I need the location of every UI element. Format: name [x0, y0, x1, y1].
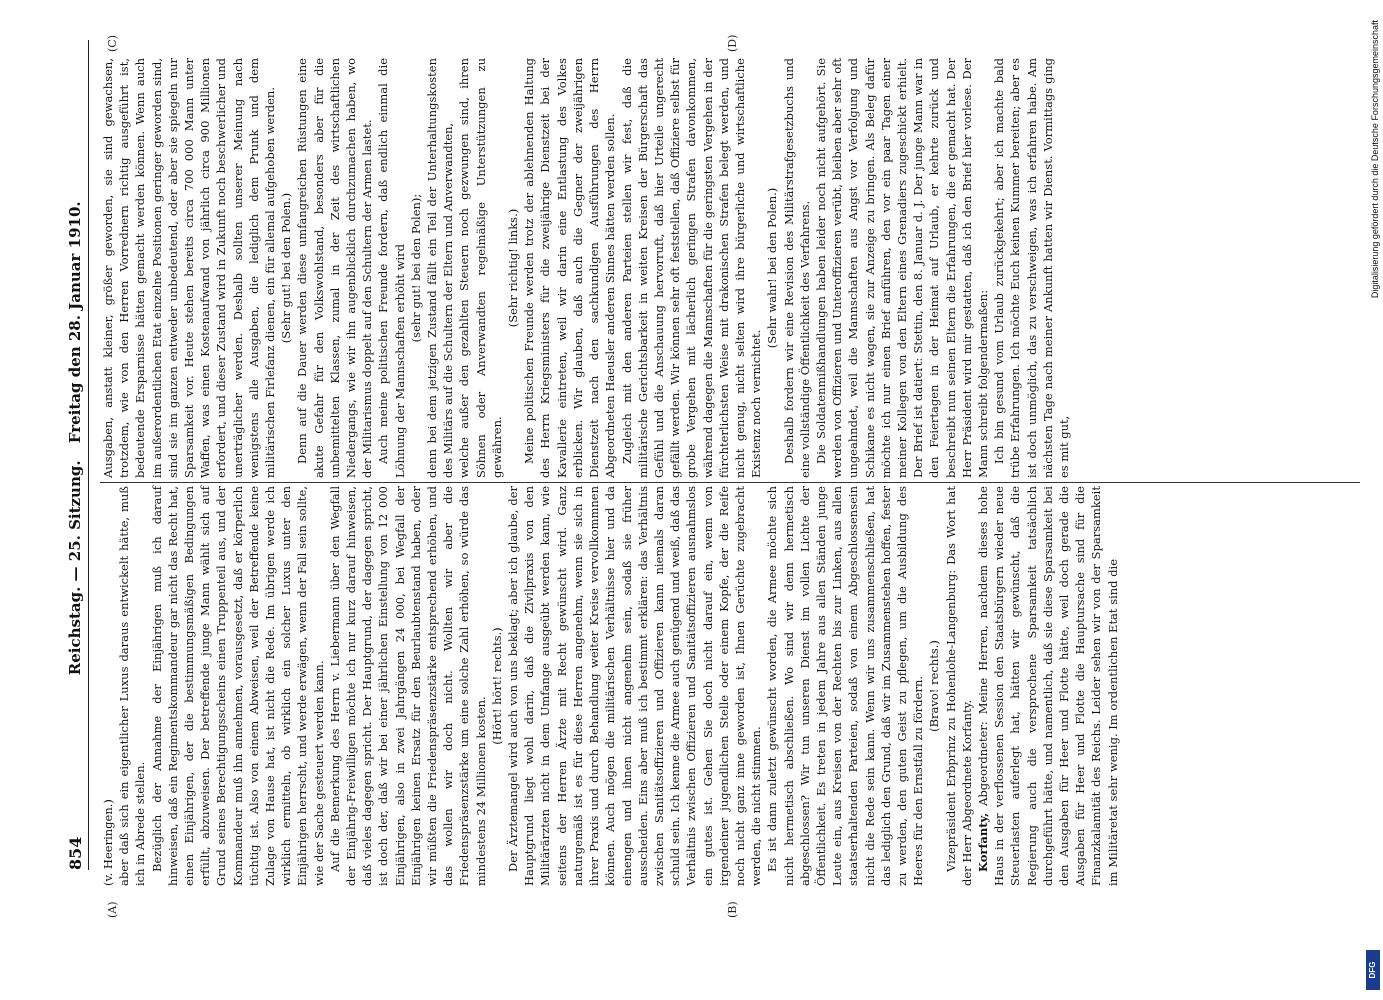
interjection: (sehr gut! bei den Polen);: [408, 193, 423, 343]
paragraph: Auch meine politischen Freunde fordern, daß endlich einmal die Löhnung der Mannschaften erhöht wird: [376, 58, 407, 478]
speech-text: Abgeordneter: Meine Herren, nachdem dieses hohe Haus in der verflossenen Session den Staatsbürgern wieder neue Steuerlasten auferlegt hat, hätten wir gewünscht, daß die Regierung auch die versprochene Sparsamkeit tatsächlich durchgeführt hätte, und namentlich, daß sie diese Sparsamkeit bei den Ausgaben für Heer und Flotte hätte, weil doch gerade die Ausgaben für Heer und Flotte die Hauptursache sind für die Finanzkalamität des Reichs. Leider sehen wir von der Sparsamkeit im Militäretat sehr wenig. Im ordentlichen Etat sind die: [975, 486, 1120, 886]
paragraph: Denn auf die Dauer werden diese umfangreichen Rüstungen eine akute Gefahr für den Volkswohlstand, besonders aber für die unbemittelten Klassen, zumal in der Zeit des wirtschaftlichen Niedergangs, wie wir ihn augenblicklich durchzumachen haben, wo der Militarismus doppelt auf den Schultern der Armen lastet.: [295, 58, 375, 478]
paragraph: Auf die Bemerkung des Herrn v. Liebermann über den Wegfall der Einjährig-Freiwilligen möchte ich nur kurz darauf hinweisen, daß vieles dagegen spricht. Der Hauptgrund, der dagegen spricht, ist doch der, daß wir bei einer jährlichen Einstellung von 12 000 Einjährigen, also in zwei Jahrgängen 24 000, bei Wegfall der Einjährigen keinen Ersatz für den Beurlaubtenstand haben, oder wir müßten die Friedenspräsenzstärke entsprechend erhöhen, und das wollen wir doch nicht. Wollten wir aber die Friedenspräsenzstärke um eine solche Zahl erhöhen, so würde das mindestens 24 Millionen kosten.: [327, 486, 488, 886]
paragraph: aber daß sich ein eigentlicher Luxus daraus entwickelt hätte, muß ich in Abrede stellen.: [117, 486, 148, 886]
paragraph: Die Soldatenmißhandlungen haben leider noch nicht aufgehört. Sie werden von Offizieren und Unteroffizieren verübt, bleiben aber sehr oft ungeahndet, weil die Mannschaften aus Angst vor Verfolgung und Schikane es nicht wagen, sie zur Anzeige zu bringen. Als Beleg dafür möchte ich nur einen Brief anführen, den vor ein paar Tagen einer meiner Kollegen von den Eltern eines Grenadiers zugeschickt erhielt. Der Brief ist datiert: Stettin, den 8. Januar d. J. Der junge Mann war in den Feiertagen in der Heimat auf Urlaub, er kehrte zurück und beschreibt nun seinen Eltern die Erfahrungen, die er gemacht hat. Der Herr Präsident wird mir gestatten, daß ich den Brief hier vorlese. Der Mann schreibt folgendermaßen:: [813, 58, 990, 478]
right-column: [100, 58, 1072, 478]
digitization-note: Digitalisierung gefördert durch die Deutsche Forschungsgemeinschaft: [1370, 20, 1380, 299]
page-header: [62, 40, 89, 870]
speaker-reference: (v. Heeringen.): [101, 799, 115, 886]
paragraph: Bezüglich der Annahme der Einjährigen muß ich darauf hinweisen, daß ein Regimentskommandeur gar nicht das Recht hat, einen Einjährigen, der die bestimmungsmäßigen Bedingungen erfüllt, abzuweisen. Der betreffende junge Mann wählt sich auf Grund seines Berechtigungsscheins einen Truppenteil aus, und der Kommandeur muß ihn annehmen, vorausgesetzt, daß er körperlich tüchtig ist. Also von einem Abweisen, weil der Betreffende keine Zulage von Hause hat, ist nicht die Rede. Im übrigen werde ich wirklich ermitteln, ob wirklich ein solcher Luxus unter den Einjährigen herrscht, und werde erwägen, wenn der Fall sein sollte, wie der Sache gesteuert werden kann.: [149, 486, 326, 886]
speaker-name: Korfanty,: [975, 812, 990, 872]
dfg-logo: DFG: [1366, 950, 1380, 990]
margin-mark-a: (A): [106, 901, 119, 918]
left-column: [100, 486, 1121, 886]
header-left-title: Reichstag. — 25. Sitzung.: [66, 460, 84, 676]
paragraph: Der Ärztemangel wird auch von uns beklagt; aber ich glaube, der Hauptgrund liegt wohl darin, daß die Zivilpraxis von den Militärärzten nicht in dem Umfange ausgeübt werden kann, wie seitens der Herren Ärzte mit Recht gewünscht wird. Ganz naturgemäß ist es für diese Herren angenehm, wenn sie sich in ihrer Praxis und durch Behandlung weiter Kreise vervollkommnen können. Auch mögen die militärischen Verhältnisse hier und da einengen und ihnen nicht angenehm sein, sodaß sie früher ausscheiden. Eins aber muß ich bestimmt erklären: das Verhältnis zwischen Sanitätsoffizieren und Offizieren kann niemals daran schuld sein. Ich kenne die Armee auch genügend und weiß, daß das Verhältnis zwischen Offizieren und Sanitätsoffizieren ausnahmslos ein gutes ist. Gehen Sie doch nicht darauf ein, wenn von irgendeiner jugendlichen Stelle oder einem Kopfe, der die Reife noch nicht ganz inne geworden ist, Ihnen Gerüchte zugebracht werden, die nicht stimmen.: [506, 486, 764, 886]
header-right-title: Freitag den 28. Januar 1910.: [66, 201, 84, 444]
margin-mark-d: (D): [726, 34, 739, 52]
paragraph: Zugleich mit den anderen Parteien stellen wir fest, daß die militärische Gerichtsbarkeit in weiten Kreisen der Bürgerschaft das Gefühl und die Anschauung hervorruft, daß hier Urteile ungerecht gefällt werden. Wir können sehr oft feststellen, daß Offiziere selbst für grobe Vergehen mit lächerlich geringen Strafen davonkommen, während dagegen die Mannschaften für die geringsten Vergehen in der fürchterlichsten Weise mit drakonischen Strafen belegt werden, und nicht genug, nicht selten wird ihre bürgerliche und wirtschaftliche Existenz noch vernichtet.: [619, 58, 764, 478]
paragraph: denn bei dem jetzigen Zustand fällt ein Teil der Unterhaltungskosten des Militärs auf die Schultern der Eltern und Anverwandten,: [425, 58, 456, 478]
interjection: (Hört! hört! rechts.): [489, 627, 504, 745]
korfanty-paragraph: [975, 486, 1121, 886]
paragraph: Es ist dann zuletzt gewünscht worden, die Armee möchte sich nicht hermetisch abschließen. Wo sind wir denn hermetisch abgeschlossen? Wir tun unseren Dienst im vollen Lichte der Öffentlichkeit. Es treten in jedem Jahre aus allen Ständen junge Leute ein, aus Kreisen von der Rechten bis zur Linken, aus allen staatserhaltenden Parteien, sodaß von einem Abgeschlossensein nicht die Rede sein kann. Wenn wir uns zusammenschließen, hat das lediglich den Grund, daß wir im Zusammenstehen hoffen, fester zu werden, den guten Geist zu pflegen, um die Ausbildung des Heeres für den Ernstfall zu fördern.: [765, 486, 926, 886]
margin-mark-c: (C): [106, 35, 119, 52]
interjection: (Bravo! rechts.): [927, 640, 942, 732]
vice-president-statement: Vizepräsident Erbprinz zu Hohenlohe-Langenburg: Das Wort hat der Herr Abgeordnete Korfanty.: [943, 486, 974, 886]
paragraph: Meine politischen Freunde werden trotz der ablehnenden Haltung des Herrn Kriegsministers für die zweijährige Dienstzeit bei der Kavallerie eintreten, weil wir darin eine Entlastung des Volkes erblicken. Wir glauben, daß auch die Gegner der zweijährigen Dienstzeit nach den sachkundigen Ausführungen des Herrn Abgeordneten Haeusler anderen Sinnes hätten werden sollen.: [522, 58, 618, 478]
paragraph: Deshalb fordern wir eine Revision des Militärstrafgesetzbuchs und eine vollständige Öffentlichkeit des Verfahrens.: [781, 58, 812, 478]
column-divider: [100, 482, 1360, 483]
paragraph: welche außer den gezahlten Steuern noch gezwungen sind, ihren Söhnen oder Anverwandten regelmäßige Unterstützungen zu gewähren.: [457, 58, 504, 478]
paragraph: Ausgaben, anstatt kleiner, größer geworden, sie sind gewachsen, trotzdem, wie von den Herren Vorrednern richtig ausgeführt ist, bedeutende Ersparnisse hätten gemacht werden können. Wenn auch im außerordentlichen Etat einzelne Positionen geringer geworden sind, sind sie im ganzen entweder unbedeutend, oder aber sie spiegeln nur Sparsamkeit vor. Heute stehen bereits circa 700 000 Mann unter Waffen, was einen Kostenaufwand von jährlich circa 900 Millionen erfordert, und dieser Zustand wird in Zukunft noch beschwerlicher und unerträglicher werden. Deshalb sollten unserer Meinung nach wenigstens alle Ausgaben, die lediglich dem Prunk und dem militärischen Firlefanz dienen, ein für allemal aufgehoben werden.: [101, 58, 278, 478]
margin-mark-b: (B): [726, 901, 739, 918]
page-number: 854: [65, 836, 85, 870]
interjection: (Sehr wahr! bei den Polen.): [765, 187, 780, 349]
header-titles: [66, 40, 84, 837]
interjection: (Sehr gut! bei den Polen.): [279, 192, 294, 344]
interjection: (Sehr richtig! links.): [506, 208, 521, 328]
quoted-letter: Ich bin gesund vom Urlaub zurückgekehrt; aber ich machte bald trübe Erfahrungen. Ich möchte Euch keinen Kummer bereiten; aber es ist doch unmöglich, das zu verschweigen, was ich erfahren habe. Am nächsten Tage nach meiner Ankunft hatten wir Dienst. Vormittags ging es mit gut,: [992, 58, 1071, 478]
